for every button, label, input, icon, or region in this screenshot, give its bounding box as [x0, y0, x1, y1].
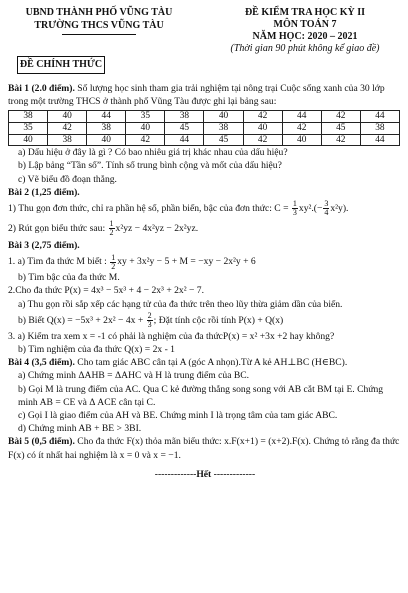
fraction — [323, 200, 329, 217]
table-cell: 40 — [48, 111, 87, 123]
question-2-item-1-end: x²y). — [330, 203, 349, 214]
fraction — [110, 254, 116, 271]
question-1a: a) Dấu hiệu ở đây là gì ? Có bao nhiêu giá trị khác nhau của dấu hiệu? — [18, 147, 288, 159]
official-label: ĐỀ CHÍNH THỨC — [17, 56, 105, 74]
table-cell: 35 — [126, 111, 165, 123]
table-cell: 38 — [165, 111, 204, 123]
question-2-item-1 — [8, 199, 402, 219]
table-row — [9, 123, 400, 135]
question-3-title: Bài 3 (2,75 điểm). — [8, 240, 80, 251]
question-2-item-1-mid: xy².(− — [298, 203, 323, 214]
exam-header — [0, 7, 408, 75]
question-4-intro — [8, 356, 402, 369]
table-row — [9, 134, 400, 146]
question-4a: a) Chứng minh ΔAHB = ΔAHC và H là trung điểm của BC. — [18, 370, 250, 382]
fraction-denominator: 3 — [292, 208, 297, 218]
question-3-2a: a) Thu gọn rồi sắp xếp các hạng tử của đa thức trên theo lũy thừa giảm dần của biến. — [18, 298, 343, 310]
school-year: NĂM HỌC: 2020 – 2021 — [252, 31, 358, 42]
table-cell: 38 — [360, 123, 399, 135]
question-3-2b-end: ; Đặt tính cộc rồi tính P(x) + Q(x) — [153, 314, 284, 326]
table-cell: 42 — [243, 111, 282, 123]
data-table — [8, 110, 400, 146]
question-3-1a-text: 1. a) Tìm đa thức M biết : — [8, 256, 110, 268]
table-cell: 45 — [321, 123, 360, 135]
question-1-title: Bài 1 (2.0 điểm). — [8, 83, 75, 94]
time-note: (Thời gian 90 phút không kể giao đề) — [230, 43, 380, 54]
fraction — [147, 312, 153, 329]
table-cell: 42 — [243, 134, 282, 146]
fraction — [292, 200, 298, 217]
table-cell: 40 — [87, 134, 126, 146]
fraction-denominator: 3 — [147, 320, 152, 330]
end-marker: -------------Hết ------------- — [154, 468, 256, 480]
question-4-text: Cho tam giác ABC cân tại A (góc A nhọn).Từ A kẻ AH⊥BC (H∈BC). — [74, 357, 348, 369]
table-cell: 44 — [165, 134, 204, 146]
table-cell: 38 — [87, 123, 126, 135]
table-cell: 42 — [321, 134, 360, 146]
table-cell: 40 — [243, 123, 282, 135]
table-cell: 42 — [321, 111, 360, 123]
fraction-denominator: 2 — [109, 228, 114, 238]
question-1c: c) Vẽ biểu đồ đoạn thẳng. — [18, 173, 117, 185]
fraction-denominator: 2 — [111, 261, 116, 271]
question-3-3a: 3. a) Kiểm tra xem x = -1 có phải là nghiệm của đa thứcP(x) = x² +3x +2 hay không? — [8, 330, 335, 342]
fraction-numerator: 1 — [292, 199, 297, 209]
question-2-item-2-text: 2) Rút gọn biểu thức sau: — [8, 223, 108, 234]
question-1-intro — [8, 82, 402, 108]
table-cell: 38 — [9, 111, 48, 123]
question-3-1b: b) Tìm bậc của đa thức M. — [18, 272, 120, 284]
question-5 — [8, 435, 402, 461]
table-cell: 38 — [48, 134, 87, 146]
question-3-3b: b) Tìm nghiệm của đa thức Q(x) = 2x - 1 — [18, 344, 175, 356]
question-1b: b) Lập bảng “Tần số”. Tính số trung bình cộng và mốt của dấu hiệu? — [18, 160, 282, 172]
table-cell: 44 — [360, 111, 399, 123]
question-3-2: 2.Cho đa thức P(x) = 4x³ − 5x³ + 4 − 2x³ + 2x² − 7. — [8, 285, 204, 297]
table-row — [9, 111, 400, 123]
subject-name: MÔN TOÁN 7 — [273, 19, 337, 30]
table-cell: 45 — [204, 134, 243, 146]
question-2-item-1-text: 1) Thu gọn đơn thức, chỉ ra phần hệ số, phần biến, bậc của đơn thức: C = — [8, 203, 291, 214]
fraction — [109, 220, 115, 237]
table-cell: 44 — [360, 134, 399, 146]
question-1-text: Số lượng học sinh tham gia trải nghiệm tại nông trại Cuộc sống xanh của 30 lớp trong một trường THCS ở thành phố Vũng Tàu được ghi lại bảng sau: — [8, 83, 385, 108]
department-name: UBND THÀNH PHỐ VŨNG TÀU — [25, 7, 173, 18]
exam-body — [8, 82, 402, 481]
fraction-numerator: 3 — [324, 199, 329, 209]
table-cell: 44 — [87, 111, 126, 123]
question-3-1a — [8, 252, 402, 271]
question-5-title: Bài 5 (0,5 điểm). — [8, 436, 75, 448]
table-cell: 38 — [204, 123, 243, 135]
question-3-2b — [8, 311, 402, 330]
table-cell: 45 — [165, 123, 204, 135]
table-cell: 42 — [282, 123, 321, 135]
table-cell: 35 — [9, 123, 48, 135]
table-cell: 40 — [9, 134, 48, 146]
table-cell: 40 — [282, 134, 321, 146]
fraction-numerator: 1 — [109, 219, 114, 229]
question-5-text: Cho đa thức F(x) thỏa mãn biểu thức: x.F(x+1) = (x+2).F(x). Chứng tỏ rằng đa thức F(x) có ít nhất hai nghiệm là x = 0 và x = −1. — [8, 436, 400, 461]
question-2-item-2-end: x²yz − 4x²yz − 2x²yz. — [115, 223, 199, 234]
question-4d: d) Chứng minh AB + BE > 3BI. — [18, 423, 142, 435]
school-name: TRƯỜNG THCS VŨNG TÀU — [34, 20, 164, 31]
table-cell: 44 — [282, 111, 321, 123]
table-cell: 42 — [48, 123, 87, 135]
table-cell: 42 — [126, 134, 165, 146]
question-3-1a-end: xy + 3x²y − 5 + M = −xy − 2x²y + 6 — [117, 256, 256, 268]
school-underline — [62, 34, 136, 35]
fraction-denominator: 4 — [324, 208, 329, 218]
question-4c: c) Gọi I là giao điểm của AH và BE. Chứng minh I là trọng tâm của tam giác ABC. — [18, 410, 338, 422]
question-2-title: Bài 2 (1,25 điểm). — [8, 186, 80, 198]
question-3-2b-text: b) Biết Q(x) = −5x³ + 2x² − 4x + — [18, 314, 146, 326]
question-2-item-2 — [8, 219, 402, 239]
table-cell: 40 — [126, 123, 165, 135]
exam-title: ĐỀ KIỂM TRA HỌC KỲ II — [244, 7, 366, 18]
question-4b: b) Gọi M là trung điểm của AC. Qua C kẻ đường thẳng song song với AB cắt BM tại E. Chứng minh AB = CE và Δ ACE cân tại C. — [18, 383, 384, 408]
table-cell: 40 — [204, 111, 243, 123]
fraction-numerator: 1 — [111, 252, 116, 262]
fraction-numerator: 2 — [147, 311, 152, 321]
question-4-title: Bài 4 (3,5 điểm). — [8, 357, 75, 369]
